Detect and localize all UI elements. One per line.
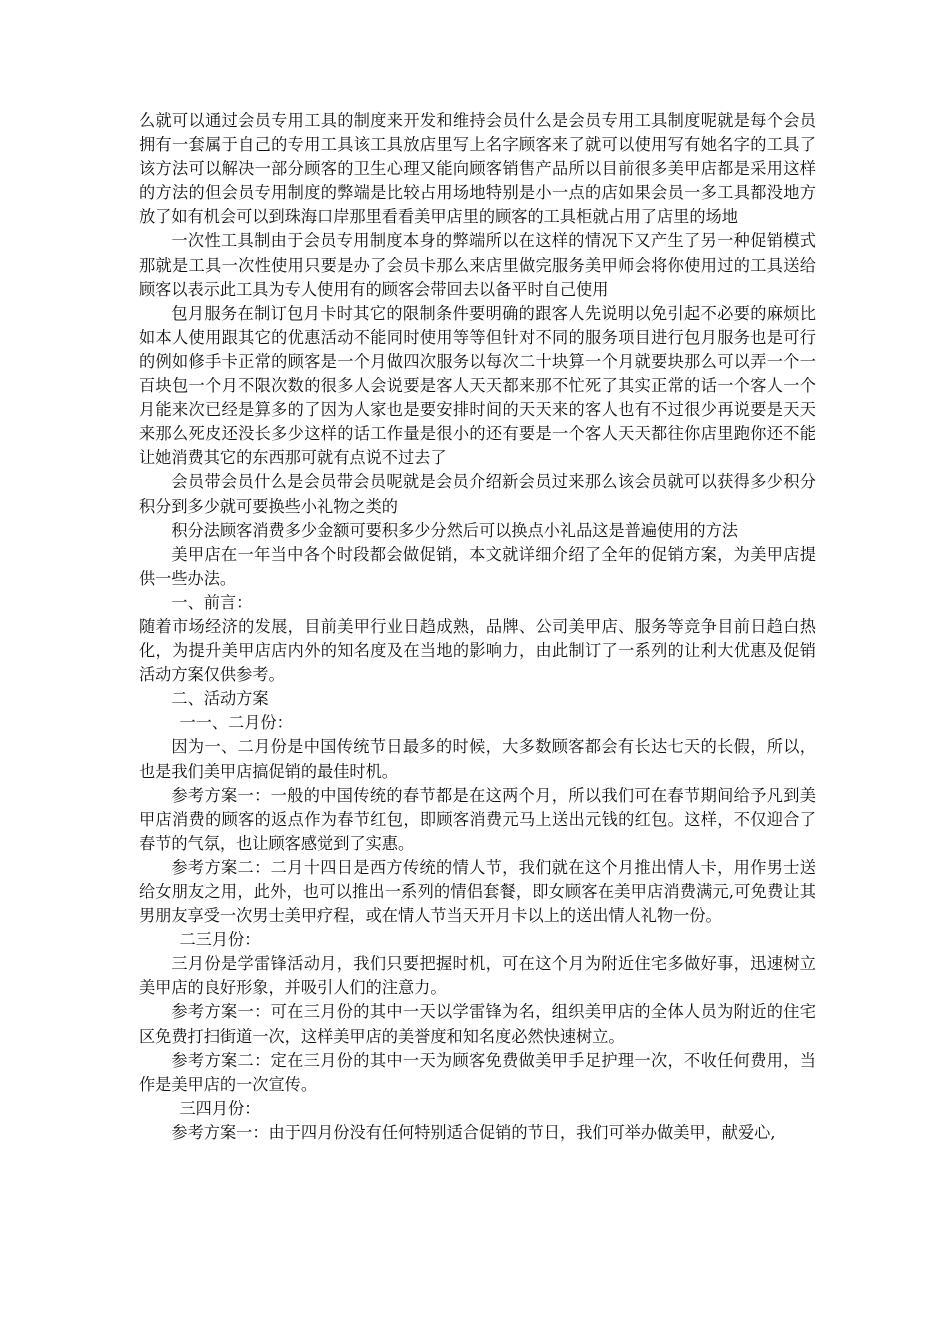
paragraph-april-plan-one: 参考方案一：由于四月份没有任何特别适合促销的节日，我们可举办做美甲，献爱心, [171,1122,776,1142]
section-heading-preface: 一、前言： [171,592,253,612]
paragraph-monthly-service: 包月服务在制订包月卡时其它的限制条件要明确的跟客人先说明以免引起不必要的麻烦比如本人使用跟其它的优惠活动不能同时使用等等但针对不同的服务项目进行包月服务也是可行的例如修手卡正常的顾客是一个月做四次服务以每次二十块算一个月就要块那么可以弄一个一百块包一个月不限次数的很多人会说要是客人天天都来那不忙死了其实正常的话一个客人一个月能来次已经是算多的了因为人家也是要安排时间的天天来的客人也有不过很少再说要是天天来那么死皮还没长多少这样的话工作量是很小的还有要是一个客人天天都往你店里跑你还不能让她消费其它的东西那可就有点说不过去了 [139,303,816,468]
paragraph-march-plan-one: 参考方案一：可在三月份的其中一天以学雷锋为名，组织美甲店的全体人员为附近的住宅区免费打扫街道一次，这样美甲店的美誉度和知名度必然快速树立。 [139,1002,816,1046]
subheading-march: 二三月份： [179,930,261,950]
paragraph-intro: 美甲店在一年当中各个时段都会做促销，本文就详细介绍了全年的促销方案，为美甲店提供一些办法。 [139,544,816,588]
paragraph-jan-feb-plan-two: 参考方案二：二月十四日是西方传统的情人节，我们就在这个月推出情人卡，用作男士送给女朋友之用，此外，也可以推出一系列的情侣套餐，即女顾客在美甲店消费满元,可免费让其男朋友享受一次男士美甲疗程，或在情人节当天开月卡以上的送出情人礼物一份。 [139,857,816,926]
document-body [139,109,816,1145]
paragraph-march-plan-two: 参考方案二：定在三月份的其中一天为顾客免费做美甲手足护理一次，不收任何费用，当作是美甲店的一次宣传。 [139,1050,816,1094]
paragraph-member-tools: 么就可以通过会员专用工具的制度来开发和维持会员什么是会员专用工具制度呢就是每个会员拥有一套属于自己的专用工具该工具放店里写上名字顾客来了就可以使用写有她名字的工具了该方法可以解决一部分顾客的卫生心理又能向顾客销售产品所以目前很多美甲店都是采用这样的方法的但会员专用制度的弊端是比较占用场地特别是小一点的店如果会员一多工具都没地方放了如有机会可以到珠海口岸那里看看美甲店里的顾客的工具柜就占用了店里的场地 [139,111,816,227]
subheading-jan-feb: 一一、二月份： [179,713,293,733]
paragraph-points-method: 积分法顾客消费多少金额可要积多少分然后可以换点小礼品这是普遍使用的方法 [171,520,738,540]
paragraph-march: 三月份是学雷锋活动月，我们只要把握时机，可在这个月为附近住宅多做好事，迅速树立美甲店的良好形象，并吸引人们的注意力。 [139,954,816,998]
paragraph-disposable-tools: 一次性工具制由于会员专用制度本身的弊端所以在这样的情况下又产生了另一种促销模式那就是工具一次性使用只要是办了会员卡那么来店里做完服务美甲师会将你使用过的工具送给顾客以表示此工具为专人使用有的顾客会带回去以备平时自己使用 [139,231,816,299]
paragraph-preface: 随着市场经济的发展，目前美甲行业日趋成熟，品牌、公司美甲店、服务等竞争目前日趋白热化，为提升美甲店店内外的知名度及在当地的影响力，由此制订了一系列的让利大优惠及促销活动方案仅供参考。 [139,616,816,685]
section-heading-activity-plan: 二、活动方案 [171,689,269,709]
paragraph-jan-feb-plan-one: 参考方案一：一般的中国传统的春节都是在这两个月，所以我们可在春节期间给予凡到美甲店消费的顾客的返点作为春节红包，即顾客消费元马上送出元钱的红包。这样，不仅迎合了春节的气氛，也让顾客感觉到了实惠。 [139,785,816,853]
paragraph-jan-feb: 因为一、二月份是中国传统节日最多的时候，大多数顾客都会有长达七天的长假，所以，也是我们美甲店搞促销的最佳时机。 [139,737,816,781]
subheading-april: 三四月份： [179,1098,261,1118]
paragraph-member-referral: 会员带会员什么是会员带会员呢就是会员介绍新会员过来那么该会员就可以获得多少积分积分到多少就可要换些小礼物之类的 [139,472,816,516]
